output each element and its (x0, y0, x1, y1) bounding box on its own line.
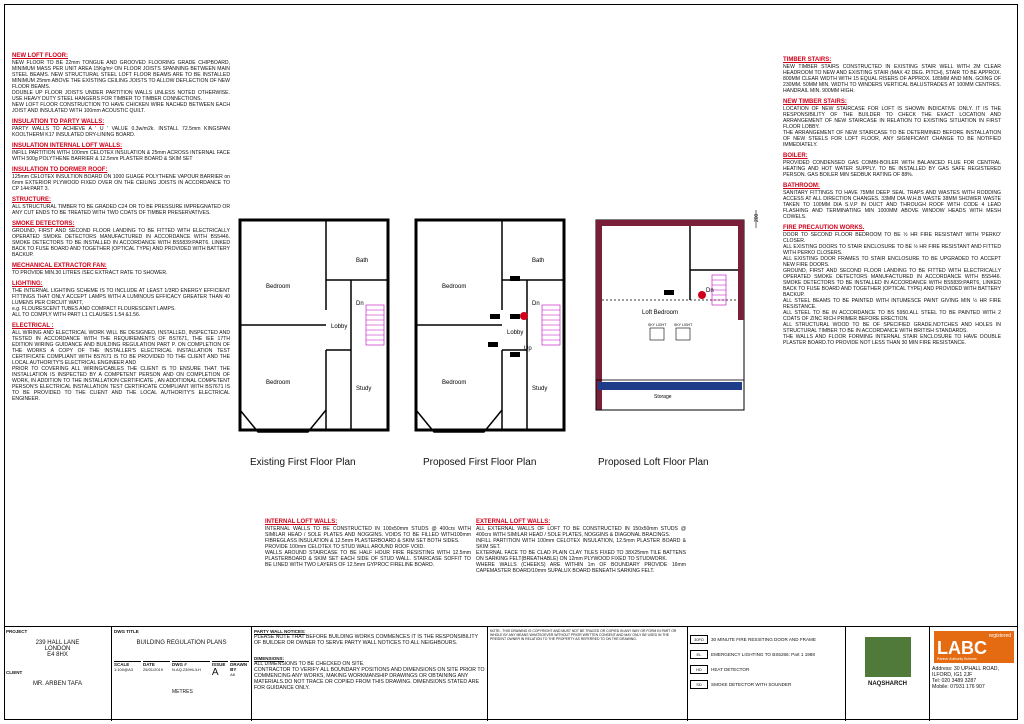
storage-label: Storage (654, 394, 672, 400)
note-heading: INSULATION TO DORMER ROOF: (12, 167, 108, 173)
naqsharch-logo (865, 637, 911, 677)
note-heading: NEW LOFT FLOOR: (12, 53, 68, 59)
note-heading: NEW TIMBER STAIRS: (783, 99, 847, 105)
internal-loft-walls-notes (265, 514, 471, 571)
note-text: GROUND, FIRST AND SECOND FLOOR LANDING TO BE FITTED WITH ELECTRICALLY OPERATED SMOKE DETECTORS MANUFACTURED IN ACCORDANCE WITH BS5446. SMOKE DETECTORS TO BE INSTALLED IN ACCORDANCE WITH BS5839:PART6. LINKED BACK TO FUSE BOARD AND TOGETHER (OPTICAL TYPE) AND PROVIDED WITH BATTERY BACKUP. (12, 228, 230, 258)
left-notes (12, 48, 230, 405)
note-heading: MECHANICAL EXTRACTOR FAN: (12, 263, 107, 269)
note-text: ALL EXTERNAL WALLS OF LOFT TO BE CONSTRUCTED IN 150x50mm STUDS @ 400crs WITH SIMILAR HEAD / SOLE PLATES, NOGGINS & DIAGONAL BRACINGS. INFILL PARTITION WITH 100mm CELOTEX INSULATION, 12.5mm PLASTER BOARD & SKIM SET. EXTERNAL FACE TO BE CLAD PLAIN CLAY TILES FIXED TO 38X25mm TILE BATTENS ON SARKING FELT(BREATHABLE) ON 12mm PLYWOOD FIXED TO STUDWORK. WHERE WALLS (CHEEKS) ARE WITHIN 1m OF BOUNDARY PROVIDE 16mm CAPEMASTER BOARD/10mm SUPALUX BOARD BENEATH SARKING FELT. (476, 526, 686, 574)
legend-text: SMOKE DETECTOR WITH SOUNDER (711, 682, 792, 687)
loft-plan-title: Proposed Loft Floor Plan (598, 457, 709, 468)
dn-label: Dn (706, 288, 714, 294)
issue-value: A (211, 667, 219, 678)
dn-label: Dn (356, 301, 364, 307)
dwg-number: N.AQ.239HL/LH (172, 667, 201, 672)
legend-row (690, 650, 843, 659)
right-notes (783, 52, 1001, 349)
project-address: 239 HALL LANE LONDON E4 8HX (35, 640, 80, 658)
note-text: ALL WIRING AND ELECTRICAL WORK WILL BE DESIGNED, INSTALLED, INSPECTED AND TESTED IN ACCORDANCE WITH THE REQUIREMENTS OF BS7671, THE IEE 17TH EDITION WIRING GUIDANCE AND BUILDING REGULATION PART P. ON COMPLETION OF THE WORKS A COPY OF THE INSTALLER'S ELECTRICAL INSTALLATION TEST CERTIFICATE COMPLIANT WITH BS7671 IS TO BE PROVIDED TO THE CLIENT AND THE LOCAL AUTHORITY'S ELECTRICAL ENGINEER AND PRIOR TO COVERING ALL WIRING/CABLES THE CLIENT IS TO ENSURE THAT THE INSTALLATION IS INSPECTED BY A COMPETENT PERSON AND ON COMPLETION OF WORK, IN ADDITION TO THE INSTALLATION CERTIFICATE , AN ADDITIONAL COMPETENT PERSON'S ELECTRICAL INSTALLATION TEST CERTIFICATE COMPLIANT WITH BS7671 IS TO BE PROVIDED TO THE CLIENT AND THE LOCAL AUTHORITY'S ELECTRICAL ENGINEER. (12, 330, 230, 402)
lobby-label: Lobby (331, 324, 348, 330)
notices-cell: PARTY WALL NOTICES: PLEASE NOTE THAT BEFORE BUILDING WORKS COMMENCES IT IS THE RESPONSIBILITY OF BUILDER OR OWNER TO SERVE PARTY WALL NOTICES TO ALL NEIGHBOURS. DIMENSIONS: ALL DIMENSIONS TO BE CHECKED ON SITE. CONTRACTOR TO VERIFY ALL BOUNDARY POSITIONS AND DIMENSIONS ON SITE PRIOR TO COMMENCING ANY WORKS, MAKING WORKMANSHIP DRAWINGS OR OBTAINING ANY MATERIALS.DO NOT TRACE OR COPIED FROM THIS DRAWING. DIMENSIONS STATED ARE FOR GUIDANCE ONLY. (252, 627, 488, 721)
bedroom-label: Bedroom (266, 284, 291, 290)
note-heading: INSULATION TO PARTY WALLS: (12, 119, 105, 125)
note-text: INTERNAL WALLS TO BE CONSTRUCTED IN 100x50mm STUDS @ 400crs WITH SIMILAR HEAD / SOLE PLATES AND NOGGINS. VOIDS TO BE FILLED WITH100mm FIBREGLASS INSULATION & 12.5mm PLASTERBOARD & SKIM SET BOTH SIDES. PROVIDE 100mm CELOTEX TO STUD WALL AROUND ROOF VOID. WALLS AROUND STAIRCASE TO BE HALF HOUR FIRE RESISTING WITH 12.5mm PLASTERBOARD & SKIM SET EACH SIDE OF STUD WALL. STAIRCASE SOFFIT TO BE LINED WITH TWO LAYERS OF 12.5mm GYPROC FIRELINE BOARD. (265, 526, 471, 568)
drawing-title-cell: DWG TITLE BUILDING REGULATION PLANS SCALE 1:100@A3 DATE 25/01/2019 DWG # N.AQ.239HL/LH ISSUE A DRAWN BY AK METRES (112, 627, 252, 721)
date-value: 25/01/2019 (143, 667, 164, 672)
external-loft-walls-notes (476, 514, 686, 577)
note-text: 125mm CELOTEX INSULTION BOARD ON 1000 GUAGE POLYTHENE VAPOUR BARRIER on 6mm EXTERIOR PLYWOOD FIXED OVER ON THE CEILING JOISTS IN ACCORDANCE TO CP 144:PART 3. (12, 174, 230, 192)
copyright-note: NOTE:- THIS DRAWING IS COPYRIGHT AND MUST NOT BE TRACED OR COPIED IN ANY WAY OR FORM IN PART OR WHOLE BY ANY MEANS WHATSOEVER WITHOUT PRIOR WRITTEN CONSENT AND MAY ONLY BE USED IN THE PRESENT OWNER IN RELATION TO THE PROPERTY AS REFERRED TO ON THE DRAWING. (488, 627, 688, 721)
note-text: LOCATION OF NEW STAIRCASE FOR LOFT IS SHOWN INDICATIVE ONLY. IT IS THE RESPONSIBILITY OF THE BUILDER TO CHECK THE EXACT LOCATION AND ARRANGEMENT OF NEW STAIRCASE IN RELATION TO EXISTING SITUATION IN FIRST FLOOR LOBBY. THE ARRANGEMENT OF NEW STAIRCASE TO BE DETERMINED BEFORE INSTALLATION OF NEW STEELS FOR LOFT FLOOR, ANY SIGNIFICANT CHANGE TO BE NOTIFIED IMMEDIATELY. (783, 106, 1001, 148)
note-text: INFILL PARTITION WITH 100mm CELOTEX INSULATION & 25mm ACROSS INTERNAL FACE WITH 500g POLYTHENE BARRIER & 12.5mm PLASTER BOARD & SKIM SET (12, 150, 230, 162)
legend-text: EMERGENCY LIGHTING TO BS5266: Part 1 1988 (711, 652, 815, 657)
legend-text: HEAT DETECTOR (711, 667, 750, 672)
note-heading: INSULATION INTERNAL LOFT WALLS: (12, 143, 123, 149)
legend-symbol: SD (690, 680, 708, 689)
note-text: SANITARY FITTINGS TO HAVE 75MM DEEP SEAL TRAPS AND WASTES WITH RODDING ACCESS AT ALL DIRECTION CHANGES. 33MM DIA W.H.B WASTE 38MM SHOWER WASTE TAKEN TO 100MM DIA S.V.P IN DUCT AND THROUGH ROOF WITH CODE 4 LEAD FLASHING AND TERMINATING MIN 1000MM ABOVE WINDOW HEADS WITH MESH COWELS. (783, 190, 1001, 220)
bedroom-label: Bedroom (442, 380, 467, 386)
labc-logo: registered LABC Partner Authority Scheme (934, 631, 1014, 663)
note-heading: BATHROOM: (783, 183, 820, 189)
sky-light-label: SKY LIGHT (648, 323, 667, 327)
proposed-plan-title: Proposed First Floor Plan (423, 457, 537, 468)
up-label: Up (524, 346, 532, 352)
legend-text: 30 MINUTE FIRE RESISTING DOOR AND FRAME (711, 637, 816, 642)
legend-row (690, 680, 843, 689)
note-heading: EXTERNAL LOFT WALLS: (476, 519, 551, 525)
note-heading: STRUCTURE: (12, 197, 51, 203)
dn-label: Dn (532, 301, 540, 307)
note-heading: BOILER: (783, 153, 808, 159)
company-name: NAQSHARCH (868, 681, 907, 687)
note-text: ALL STRUCTURAL TIMBER TO BE GRADED C24 OR TO BE PRESSURE IMPREGNATED OR ANY CUT ENDS TO BE TREATED WITH TWO COATS OF TIMBER PRESERVATIVES. (12, 204, 230, 216)
legend-symbol: EL (690, 650, 708, 659)
note-heading: FIRE PRECAUTION WORKS. (783, 225, 865, 231)
legend-row (690, 665, 843, 674)
legend-symbol: HD (690, 665, 708, 674)
lobby-label: Lobby (507, 330, 524, 336)
legend-cell (688, 627, 846, 721)
note-text: PROVIDED CONDENSED GAS COMBI-BOILER WITH BALANCED FLUE FOR CENTRAL HEATING AND HOT WATER SUPPLY. TO BE INSTALLED BY GAS SAFE REGISTERED PERSON. GAS BOILER MIN SEDBUK RATING OF 88%. (783, 160, 1001, 178)
title-block (4, 626, 1018, 721)
labc-cell (930, 627, 1018, 721)
note-heading: INTERNAL LOFT WALLS: (265, 519, 338, 525)
sky-light-label: SKY LIGHT (674, 323, 693, 327)
client-name: MR. ARBEN TAFA (32, 681, 83, 687)
legend-symbol: 30FD (690, 635, 708, 644)
note-text: PARTY WALLS TO ACHIEVE A ' U ' VALUE 0.3w/m2k. INSTALL 72.5mm KINGSPAN KOOLTHERM K17 INSULATED DRY-LINING BOARD. (12, 126, 230, 138)
study-label: Study (356, 386, 372, 392)
note-text: NEW FLOOR TO BE 22mm TONGUE AND GROOVED FLOORING GRADE CHIPBOARD, MINIMUM MASS PER UNIT AREA 15Kg/m² ON FLOOR JOISTS SPANNING BETWEEN MAIN STEEL BEAMS. NEW STRUCTURAL STEEL LOFT FLOOR BEAMS ARE TO BE INSTALLED MINIMUM 25mm ABOVE THE EXISTING CEILING JOISTS TO ALLOW DEFLECTION OF NEW FLOOR BEAMS. DOUBLE UP FLOOR JOISTS UNDER PARTITION WALLS UNLESS NOTED OTHERWISE. USE HEAVY DUTY STEEL HANGERS FOR TIMBER TO TIMBER CONNECTIONS. NEW LOFT FLOOR CONSTRUCTION TO HAVE CHICKEN WIRE NACHED BETWEEN EACH JOIST AND INSULATED WITH 100mm ACOUSTIC QUILT. (12, 60, 230, 114)
existing-plan-title: Existing First Floor Plan (250, 457, 356, 468)
note-heading: TIMBER STAIRS: (783, 57, 832, 63)
metres-label: METRES (172, 689, 193, 695)
bath-label: Bath (532, 258, 545, 264)
bath-label: Bath (356, 258, 369, 264)
bedroom-label: Bedroom (442, 284, 467, 290)
note-text: TO PROVIDE MIN.30 LITRES /SEC EXTRACT RATE TO SHOWER. (12, 270, 168, 276)
note-text: DOOR TO SECOND FLOOR BEDROOM TO BE ½ HR FIRE RESISTANT WITH 'PERKO' CLOSER. ALL EXISTING DOORS TO STAIR ENCLOSURE TO BE ½ HR FIRE RESISTANT AND FITTED WITH PERKO CLOSERS. ALL EXISTING DOOR FRAMES TO STAIR ENCLOSURE TO BE UPGRADED TO ACCEPT NEW FIRE DOORS. GROUND, FIRST AND SECOND FLOOR LANDING TO BE FITTED WITH ELECTRICALLY OPERATED SMOKE DETECTORS MANUFACTURED IN ACCORDANCE WITH BS5446. SMOKE DETECTORS TO BE INSTALLED IN ACCORDANCE WITH BS5839:PART6, LINKED BACK TO FUSE BOARD AND TOGETHER (OPTICAL TYPE) AND PROVIDED WITH BATTERY BACKUP. ALL STEEL BEAMS TO BE PAINTED WITH INTUMESCE PAINT GIVING MIN ½ HR FIRE RESISTANCE. ALL STEEL TO BE IN ACCORDANCE TO BS 5950.ALL STEEL TO BE PAINTED WITH 2 COATS OF ZINC RICH PRIMER BEFORE ERECTION. ALL STRUCTURAL WOOD TO BE OF SPECIFIED GRADE.NOTCHES AND HOLES IN STRUCTURAL TIMBER TO BE IN ACCORDANCE WITH BRITISH STANDARDS. THE WALLS AND FLOOR FORMING INTERNAL STAIR ENCLOSURE TO HAVE DOUBLE PLASTER BOARD.TO PROVIDE NOT LESS THAN 30 MIN FIRE RESISTANCE. (783, 232, 1001, 346)
legend-row (690, 635, 843, 644)
note-text: THE INTERNAL LIGHTING SCHEME IS TO INCLUDE AT LEAST 1/3RD ENERGY EFFICIENT FITTINGS THAT ONLY ACCEPT LAMPS WITH A LUMINOUS EFFICACY GREATER THAN 40 LUMENS PER CIRCUIT WATT, e.g. FLOURESCENT TUBES AND COMPACT FLOURESCENT LAMPS. ALL TO COMPLY WITH PART L1 CLAUSES 1.54 &1.56. (12, 288, 230, 318)
proposed-loft-floor-plan (590, 200, 765, 450)
note-heading: LIGHTING: (12, 281, 43, 287)
company-cell (846, 627, 930, 721)
note-heading: ELECTRICAL : (12, 323, 54, 329)
project-cell: PROJECT 239 HALL LANE LONDON E4 8HX CLIENT MR. ARBEN TAFA (4, 627, 112, 721)
proposed-first-floor-plan (412, 200, 572, 450)
study-label: Study (532, 386, 548, 392)
company-address: Address: 30 UPHALL ROAD, ILFORD, IG1 2JF Tel: 020 3489 3287 Mobile: 07931 176 907 (932, 666, 999, 690)
note-text: NEW TIMBER STAIRS CONSTRUCTED IN EXISTING STAIR WELL WITH 2M CLEAR HEADROOM TO NEW AND EXISTING STAIR (MAX 42 DEG. PITCH), STAIR TO BE APPROX. 800MM CLEAR WIDTH WITH 15 EQUAL RISERS OF APPROX. 185MM AND MIN. GOING OF 230MM. 50MM MIN. WIDTH TO WINDERS VERTICAL BALUSTRADES AT 100MM CENTRES. HANDRAIL MIN. 900MM HIGH. (783, 64, 1001, 94)
scale-value: 1:100@A3 (114, 667, 133, 672)
loft-bedroom-label: Loft Bedroom (642, 310, 679, 316)
drawing-title: BUILDING REGULATION PLANS (136, 640, 227, 646)
dim-200-label: 200 (754, 213, 760, 222)
bedroom-label: Bedroom (266, 380, 291, 386)
drawn-by: AK (230, 672, 236, 677)
existing-first-floor-plan (236, 200, 396, 450)
note-heading: SMOKE DETECTORS: (12, 221, 75, 227)
